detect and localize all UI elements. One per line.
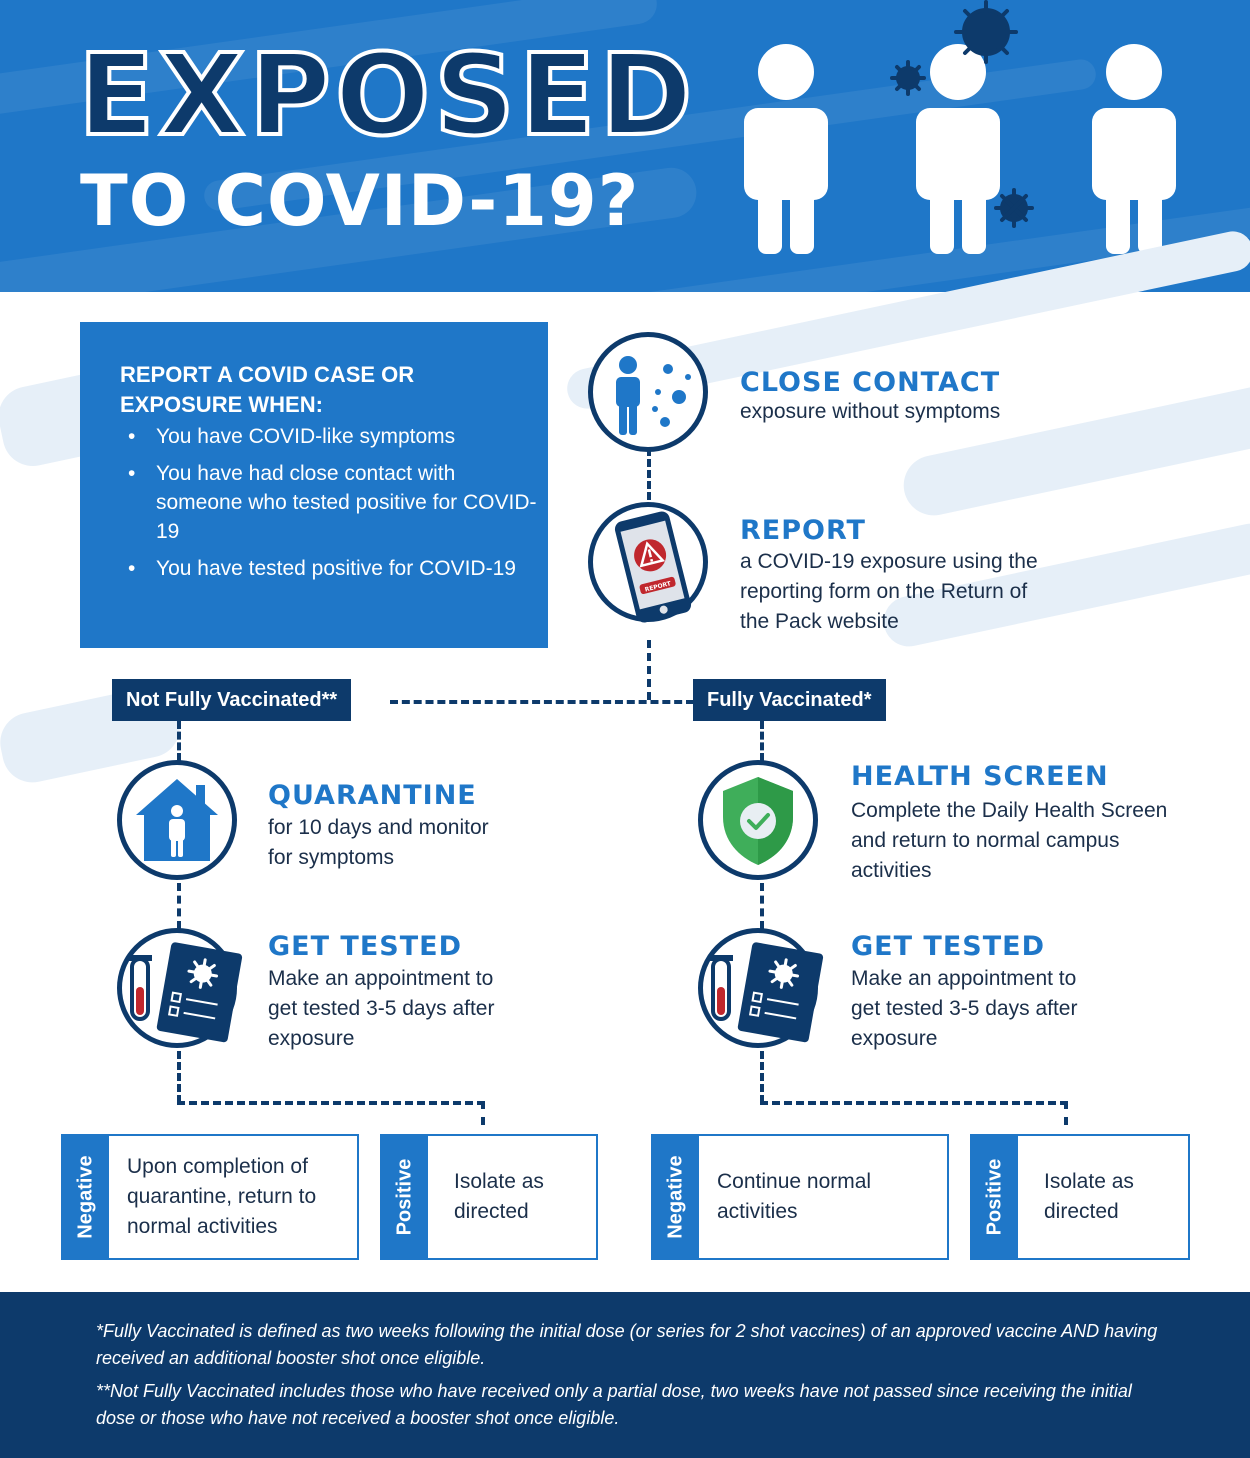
get-tested-title: GET TESTED	[851, 931, 1046, 962]
positive-result-box	[970, 1134, 1190, 1260]
negative-tab: Negative	[63, 1136, 109, 1258]
report-body: a COVID-19 exposure using the reporting form on the Return of the Pack website	[740, 550, 1038, 633]
get-tested-body: Make an appointment to get tested 3-5 days after exposure	[851, 967, 1078, 1050]
list-item: • You have COVID-like symptoms	[128, 422, 538, 451]
negative-result-box	[651, 1134, 949, 1260]
health-screen-title: HEALTH SCREEN	[851, 761, 1109, 792]
list-item: • You have tested positive for COVID-19	[128, 554, 538, 583]
report-criteria-box	[80, 322, 548, 648]
positive-tab: Positive	[972, 1136, 1018, 1258]
negative-result-text: Upon completion of quarantine, return to normal activities	[127, 1155, 317, 1238]
positive-result-text: Isolate as directed	[1044, 1170, 1134, 1223]
footer-notes	[0, 1292, 1250, 1458]
positive-result-box	[380, 1134, 598, 1260]
close-contact-body: exposure without symptoms	[740, 400, 1001, 423]
health-screen-circle	[698, 760, 818, 880]
flow-connector	[1064, 1101, 1068, 1125]
quarantine-body: for 10 days and monitor for symptoms	[268, 816, 489, 869]
report-title: REPORT	[740, 515, 866, 546]
not-fully-vaccinated-label: Not Fully Vaccinated**	[112, 679, 351, 721]
phone-report-icon	[583, 497, 723, 637]
positive-result-text: Isolate as directed	[454, 1170, 544, 1223]
footnote-not-fully-vaccinated: **Not Fully Vaccinated includes those who have received only a partial dose, two weeks have not passed since receiving the initial dose or those who have not received a booster shot once eligible.	[96, 1381, 1132, 1428]
test-kit-icon	[701, 929, 841, 1049]
person-virus-icon	[593, 337, 703, 447]
flow-connector	[177, 1101, 485, 1105]
get-tested-title: GET TESTED	[268, 931, 463, 962]
flow-connector	[177, 721, 181, 761]
page-title: EXPOSED	[78, 31, 697, 161]
report-criteria-list	[128, 422, 538, 591]
flow-connector	[481, 1101, 485, 1125]
flow-connector	[760, 1051, 764, 1103]
house-icon	[122, 765, 232, 875]
test-kit-icon	[120, 929, 260, 1049]
flow-connector	[177, 883, 181, 929]
close-contact-circle	[588, 332, 708, 452]
get-tested-circle	[117, 928, 237, 1048]
phone-report-label: REPORT	[644, 580, 672, 594]
shield-check-icon	[703, 765, 813, 875]
people-virus-illustration	[730, 0, 1200, 270]
negative-result-box	[61, 1134, 359, 1260]
report-circle	[588, 502, 708, 622]
negative-result-text: Continue normal activities	[717, 1170, 872, 1223]
positive-tab: Positive	[382, 1136, 428, 1258]
get-tested-circle	[698, 928, 818, 1048]
quarantine-circle	[117, 760, 237, 880]
flow-connector	[760, 721, 764, 761]
flow-connector	[760, 1101, 1068, 1105]
close-contact-title: CLOSE CONTACT	[740, 367, 1001, 398]
flow-connector	[647, 448, 651, 500]
footnote-fully-vaccinated: *Fully Vaccinated is defined as two weeks following the initial dose (or series for 2 shot vaccines) of an approved vaccine AND having received an additional booster shot once eligible.	[96, 1321, 1158, 1368]
report-criteria-heading: REPORT A COVID CASE OR EXPOSURE WHEN:	[120, 362, 415, 417]
flow-connector	[177, 1051, 181, 1103]
get-tested-body: Make an appointment to get tested 3-5 days after exposure	[268, 967, 495, 1050]
flow-connector	[647, 640, 651, 700]
quarantine-title: QUARANTINE	[268, 780, 477, 811]
fully-vaccinated-label: Fully Vaccinated*	[693, 679, 886, 721]
health-screen-body: Complete the Daily Health Screen and return to normal campus activities	[851, 799, 1168, 882]
list-item: • You have had close contact with someone who tested positive for COVID-19	[128, 459, 538, 546]
page-subtitle: TO COVID-19?	[80, 160, 640, 242]
flow-connector	[760, 883, 764, 929]
negative-tab: Negative	[653, 1136, 699, 1258]
flow-connector	[390, 700, 694, 704]
